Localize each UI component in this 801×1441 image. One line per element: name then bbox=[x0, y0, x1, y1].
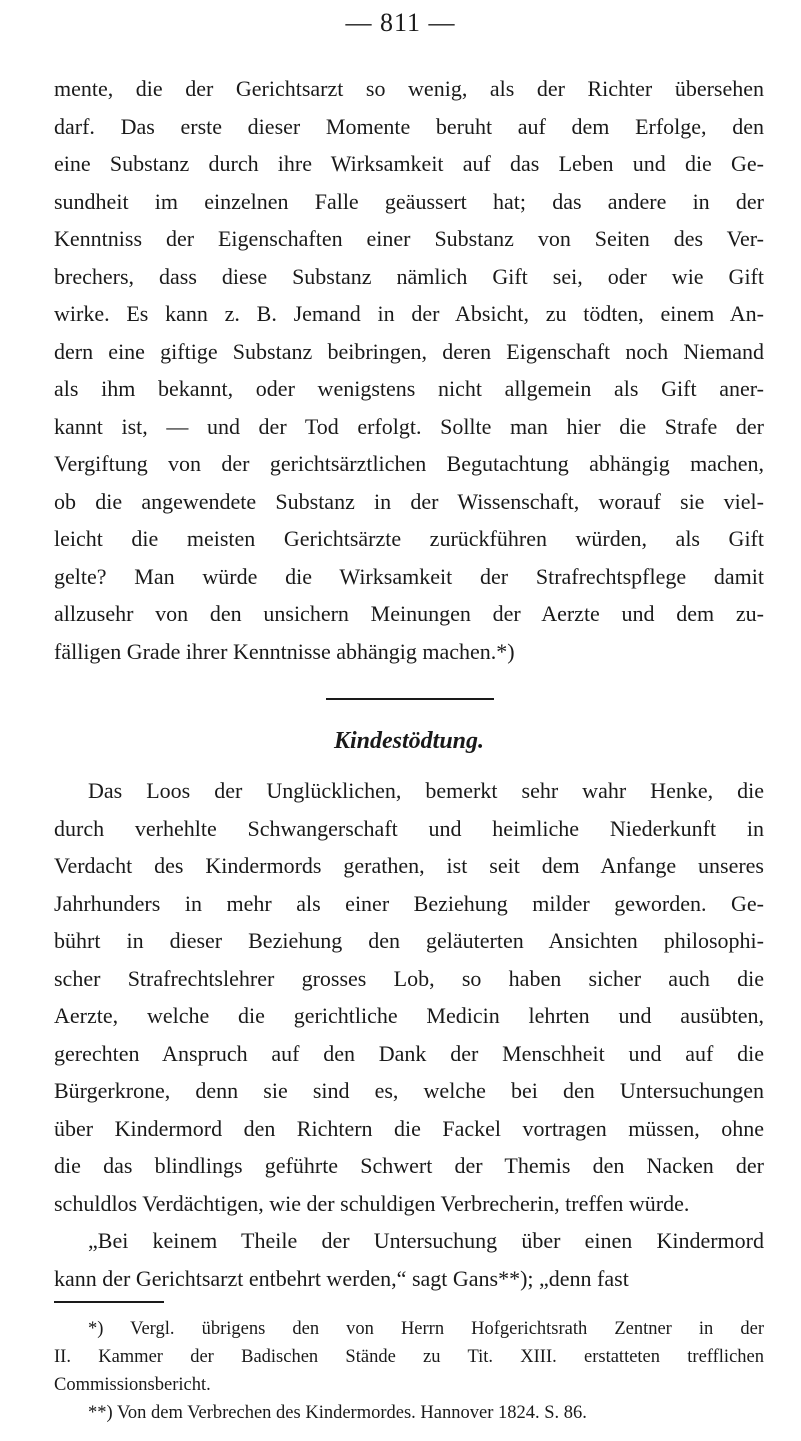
paragraph3-line: kann der Gerichtsarzt entbehrt werden,“ sagt Gans**); „denn fast bbox=[54, 1265, 629, 1291]
paragraph1-line: ob die angewendete Substanz in der Wissenschaft, worauf sie viel- bbox=[54, 488, 764, 514]
paragraph1-line: Vergiftung von der gerichtsärztlichen Begutachtung abhängig machen, bbox=[54, 451, 764, 476]
paragraph1-line: brechers, dass diese Substanz nämlich Gift sei, oder wie Gift bbox=[54, 263, 764, 289]
paragraph1-line: gelte? Man würde die Wirksamkeit der Strafrechtspflege damit bbox=[54, 563, 764, 589]
paragraph1-line: fälligen Grade ihrer Kenntnisse abhängig machen.*) bbox=[54, 638, 515, 664]
paragraph1-line: darf. Das erste dieser Momente beruht auf dem Erfolge, den bbox=[54, 113, 764, 139]
paragraph2-line: Jahrhunders in mehr als einer Beziehung milder geworden. Ge- bbox=[54, 890, 764, 916]
paragraph-poisoning bbox=[54, 70, 764, 670]
paragraph2-line: bührt in dieser Beziehung den geläuterten Ansichten philosophi- bbox=[54, 928, 764, 953]
paragraph1-line: Kenntniss der Eigenschaften einer Substanz von Seiten des Ver- bbox=[54, 226, 764, 251]
paragraph2-line: Aerzte, welche die gerichtliche Medicin lehrten und ausübten, bbox=[54, 1003, 764, 1028]
paragraph2-line: scher Strafrechtslehrer grosses Lob, so haben sicher auch die bbox=[54, 965, 764, 991]
footnote-divider bbox=[54, 1297, 764, 1315]
paragraph2-line: die das blindlings geführte Schwert der Themis den Nacken der bbox=[54, 1153, 764, 1178]
paragraph1-line: kannt ist, — und der Tod erfolgt. Sollte man hier die Strafe der bbox=[54, 413, 764, 439]
paragraph3-line: „Bei keinem Theile der Untersuchung über einen Kindermord bbox=[88, 1228, 764, 1253]
footnotes bbox=[54, 1315, 764, 1427]
paragraph-quote bbox=[54, 1222, 764, 1297]
paragraph1-line: leicht die meisten Gerichtsärzte zurückführen würden, als Gift bbox=[54, 526, 764, 551]
paragraph1-line: eine Substanz durch ihre Wirksamkeit auf das Leben und die Ge- bbox=[54, 151, 764, 176]
paragraph2-line: Verdacht des Kindermords gerathen, ist seit dem Anfange unseres bbox=[54, 853, 764, 878]
paragraph2-line: schuldlos Verdächtigen, wie der schuldigen Verbrecherin, treffen würde. bbox=[54, 1190, 690, 1216]
footnote-line: *) Vergl. übrigens den von Herrn Hofgerichtsrath Zentner in der bbox=[88, 1319, 764, 1339]
paragraph1-line: allzusehr von den unsichern Meinungen der Aerzte und dem zu- bbox=[54, 601, 764, 626]
section-heading: Kindestödtung. bbox=[333, 728, 485, 754]
paragraph2-line: Das Loos der Unglücklichen, bemerkt sehr wahr Henke, die bbox=[88, 778, 764, 803]
paragraph1-line: als ihm bekannt, oder wenigstens nicht allgemein als Gift aner- bbox=[54, 376, 764, 401]
paragraph2-line: durch verhehlte Schwangerschaft und heimliche Niederkunft in bbox=[54, 815, 764, 841]
paragraph2-line: Bürgerkrone, denn sie sind es, welche bei den Untersuchungen bbox=[54, 1078, 764, 1103]
body-text bbox=[54, 70, 764, 1427]
paragraph-infanticide bbox=[54, 772, 764, 1222]
page-number: — 811 — bbox=[345, 8, 456, 37]
paragraph2-line: gerechten Anspruch auf den Dank der Menschheit und auf die bbox=[54, 1040, 764, 1066]
paragraph2-line: über Kindermord den Richtern die Fackel vortragen müssen, ohne bbox=[54, 1115, 764, 1141]
paragraph1-line: dern eine giftige Substanz beibringen, deren Eigenschaft noch Niemand bbox=[54, 338, 764, 364]
paragraph1-line: wirke. Es kann z. B. Jemand in der Absicht, zu tödten, einem An- bbox=[54, 301, 764, 326]
paragraph1-line: mente, die der Gerichtsarzt so wenig, als der Richter übersehen bbox=[54, 76, 764, 101]
section-divider bbox=[54, 670, 764, 710]
paragraph1-line: sundheit im einzelnen Falle geäussert hat; das andere in der bbox=[54, 188, 764, 214]
footnote-line: Commissionsbericht. bbox=[54, 1375, 211, 1395]
footnote-line: **) Von dem Verbrechen des Kindermordes. Hannover 1824. S. 86. bbox=[88, 1403, 587, 1423]
footnote-line: II. Kammer der Badischen Stände zu Tit. XIII. erstatteten trefflichen bbox=[54, 1347, 764, 1367]
